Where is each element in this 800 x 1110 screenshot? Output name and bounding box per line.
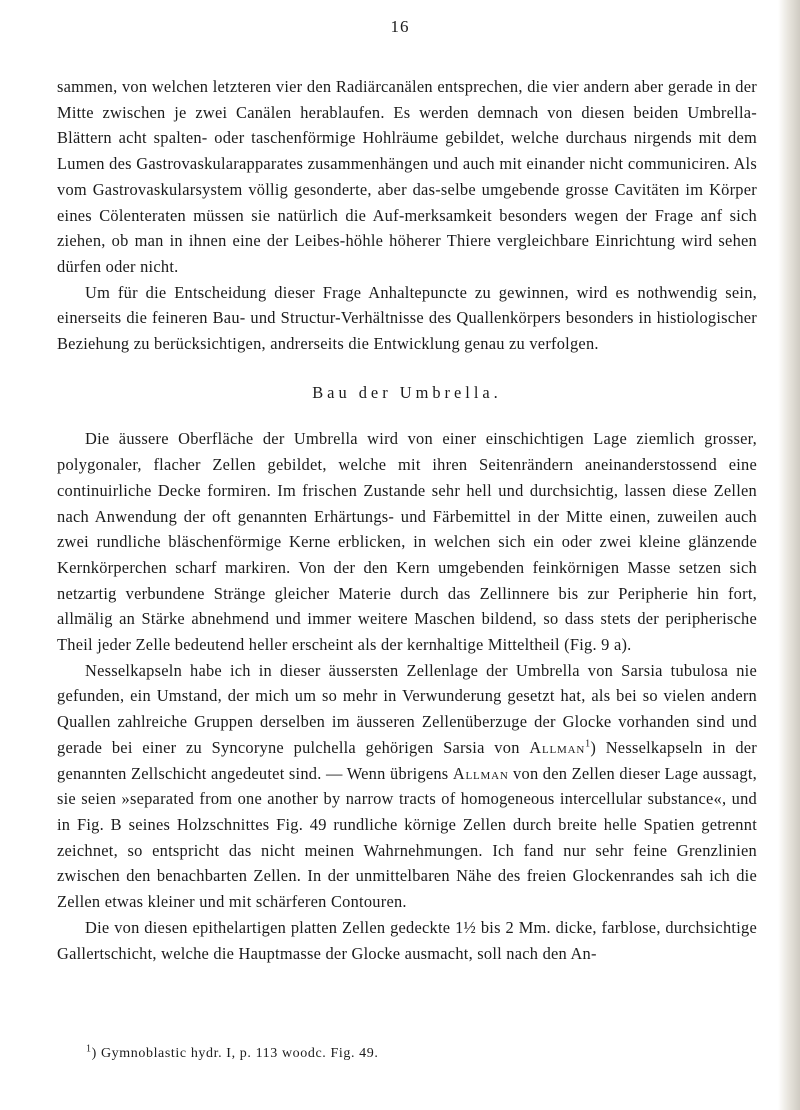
paragraph-1: sammen, von welchen letzteren vier den Radiärcanälen entsprechen, die vier andern aber gerade in der Mitte zwischen je zwei Canälen herablaufen. Es werden demnach von diesen beiden Umbrella-Blättern acht spalten- oder taschenförmige Hohlräume gebildet, welche durchaus nirgends mit dem Lumen des Gastrovaskularapparates zusammenhängen und auch mit einander nicht communiciren. Als vom Gastrovaskularsystem völlig gesonderte, aber das-selbe umgebende grosse Cavitäten im Körper eines Cölenteraten müssen sie natürlich die Auf-merksamkeit besonders wegen der Frage anf sich ziehen, ob man in ihnen eine der Leibes-höhle höherer Thiere vergleichbare Einrichtung wird sehen dürfen oder nicht. <box>57 77 757 276</box>
paragraph-4-part-1: Nesselkapseln habe ich in dieser äussersten Zellenlage der Umbrella von Sarsia tubulosa nie gefunden, ein Umstand, der mich um so mehr in Verwunderung gesetzt hat, als bei so vielen andern Quallen zahlreiche Gruppen derselben im äusseren Zellenüberzuge der Glocke vorhanden sind und gerade bei einer zu Syncoryne pulchella gehörigen Sarsia von <box>57 660 757 757</box>
footnote <box>86 1043 379 1062</box>
author-name-allman: Allman <box>529 737 586 757</box>
footnote-marker: 1 <box>86 1043 92 1055</box>
author-name-allman: Allman <box>452 763 509 783</box>
footnote-reference: 1 <box>585 738 591 750</box>
footnote-text: ) Gymnoblastic hydr. I, p. 113 woodc. Fig. 49. <box>91 1046 379 1061</box>
paragraph-4-part-2: ) Nesselkapseln in der genannten Zellschicht angedeutet sind. — Wenn übrigens <box>57 737 757 783</box>
paragraph-4 <box>57 658 757 915</box>
paragraph-4-part-3: von den Zellen dieser Lage aussagt, sie seien »separated from one another by narrow tracts of homogeneous intercellular substance«, und in Fig. B seines Holzschnittes Fig. 49 rundliche körnige Zellen durch breite helle Spatien getrennt zeichnet, so entspricht das nicht meinen Wahrnehmungen. Ich fand nur sehr feine Grenzlinien zwischen den benachbarten Zellen. In der unmittelbaren Nähe des freien Glockenrandes sah ich die Zellen etwas kleiner und mit schärferen Contouren. <box>57 763 757 912</box>
paragraph-2: Um für die Entscheidung dieser Frage Anhaltepuncte zu gewinnen, wird es nothwendig sein, einerseits die feineren Bau- und Structur-Verhältnisse des Quallenkörpers besonders in histiologischer Beziehung zu berücksichtigen, andrerseits die Entwicklung genau zu verfolgen. <box>57 282 757 354</box>
paragraph-5: Die von diesen epithelartigen platten Zellen gedeckte 1½ bis 2 Mm. dicke, farblose, durchsichtige Gallertschicht, welche die Hauptmasse der Glocke ausmacht, soll nach den An- <box>57 917 757 963</box>
section-heading: Bau der Umbrella. <box>312 382 502 402</box>
page-edge-shadow <box>778 0 800 1110</box>
page-number: 16 <box>390 17 410 36</box>
paragraph-3: Die äussere Oberfläche der Umbrella wird von einer einschichtigen Lage ziemlich grosser, polygonaler, flacher Zellen gebildet, welche mit ihren Seitenrändern aneinanderstossend eine continuirliche Decke formiren. Im frischen Zustande sehr hell und durchsichtig, lassen diese Zellen nach Anwendung der oft genannten Erhärtungs- und Färbemittel in der Mitte einen, zuweilen auch zwei rundliche bläschenförmige Kerne erblicken, in welchen sich ein oder zwei kleine glänzende Kernkörperchen scharf markiren. Von der den Kern umgebenden feinkörnigen Masse setzen sich netzartig verbundene Stränge gleicher Materie durch das Zellinnere bis zur Peripherie hin fort, allmälig an Stärke abnehmend und immer weitere Maschen bildend, so dass stets der peripherische Theil jeder Zelle bedeutend heller erscheint als der kernhaltige Mitteltheil (Fig. 9 a). <box>57 429 757 655</box>
body-text <box>57 74 757 966</box>
